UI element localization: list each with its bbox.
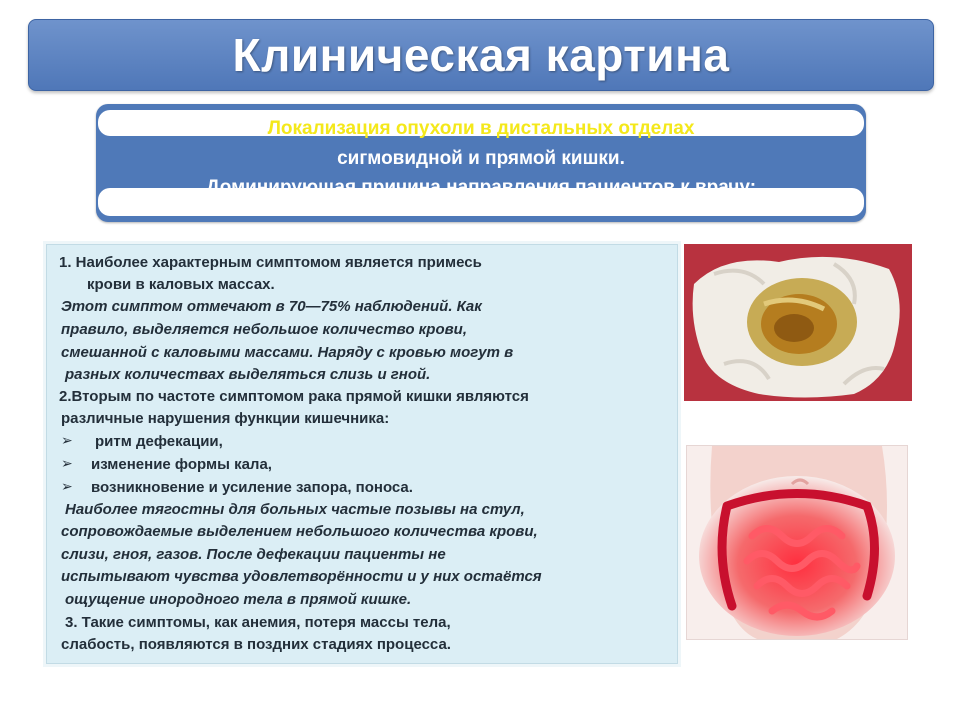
list-item: ритм дефекации,: [95, 433, 223, 450]
text-line: ощущение инородного тела в прямой кишке.: [65, 591, 412, 608]
text-line: сопровождаемые выделением небольшого количества крови,: [61, 523, 538, 540]
list-item: изменение формы кала,: [91, 456, 272, 473]
text-line: крови в каловых массах.: [87, 276, 275, 293]
diaper-illustration: [684, 244, 912, 401]
banner-line-2: сигмовидной и прямой кишки.: [337, 148, 625, 169]
text-line: 2.Вторым по частоте симптомом рака прямой кишки являются: [59, 388, 529, 405]
text-line: слабость, появляются в поздних стадиях процесса.: [61, 636, 451, 653]
bullet-icon: ➢: [61, 432, 73, 448]
text-line: 3. Такие симптомы, как анемия, потеря массы тела,: [65, 614, 451, 631]
banner-line-1: Локализация опухоли в дистальных отделах: [267, 118, 695, 139]
text-line: Этот симптом отмечают в 70—75% наблюдений. Как: [61, 298, 482, 315]
diaper-photo: [684, 244, 912, 401]
text-line: правило, выделяется небольшое количество крови,: [61, 321, 468, 338]
text-line: Наиболее тягостны для больных частые позывы на стул,: [65, 501, 525, 518]
intestine-illustration: [687, 446, 907, 639]
text-line: слизи, гноя, газов. После дефекации пациенты не: [61, 546, 446, 563]
banner-line-3: Доминирующая причина направления пациентов к врачу:: [205, 177, 757, 198]
title-bar: [28, 19, 934, 91]
intestine-photo: [686, 445, 908, 640]
text-line: 1. Наиболее характерным симптомом является примесь: [59, 254, 482, 271]
text-line: смешанной с каловыми массами. Наряду с кровью могут в: [61, 344, 514, 361]
page-title: Клиническая картина: [232, 29, 730, 81]
bullet-icon: ➢: [61, 455, 73, 471]
text-line: разных количествах выделяться слизь и гной.: [65, 366, 431, 383]
text-line: испытывают чувства удовлетворённости и у них остаётся: [61, 568, 542, 585]
banner: [96, 104, 866, 222]
content-panel: [46, 244, 678, 664]
text-line: различные нарушения функции кишечника:: [61, 410, 390, 427]
list-item: возникновение и усиление запора, поноса.: [91, 479, 413, 496]
bullet-icon: ➢: [61, 478, 73, 494]
